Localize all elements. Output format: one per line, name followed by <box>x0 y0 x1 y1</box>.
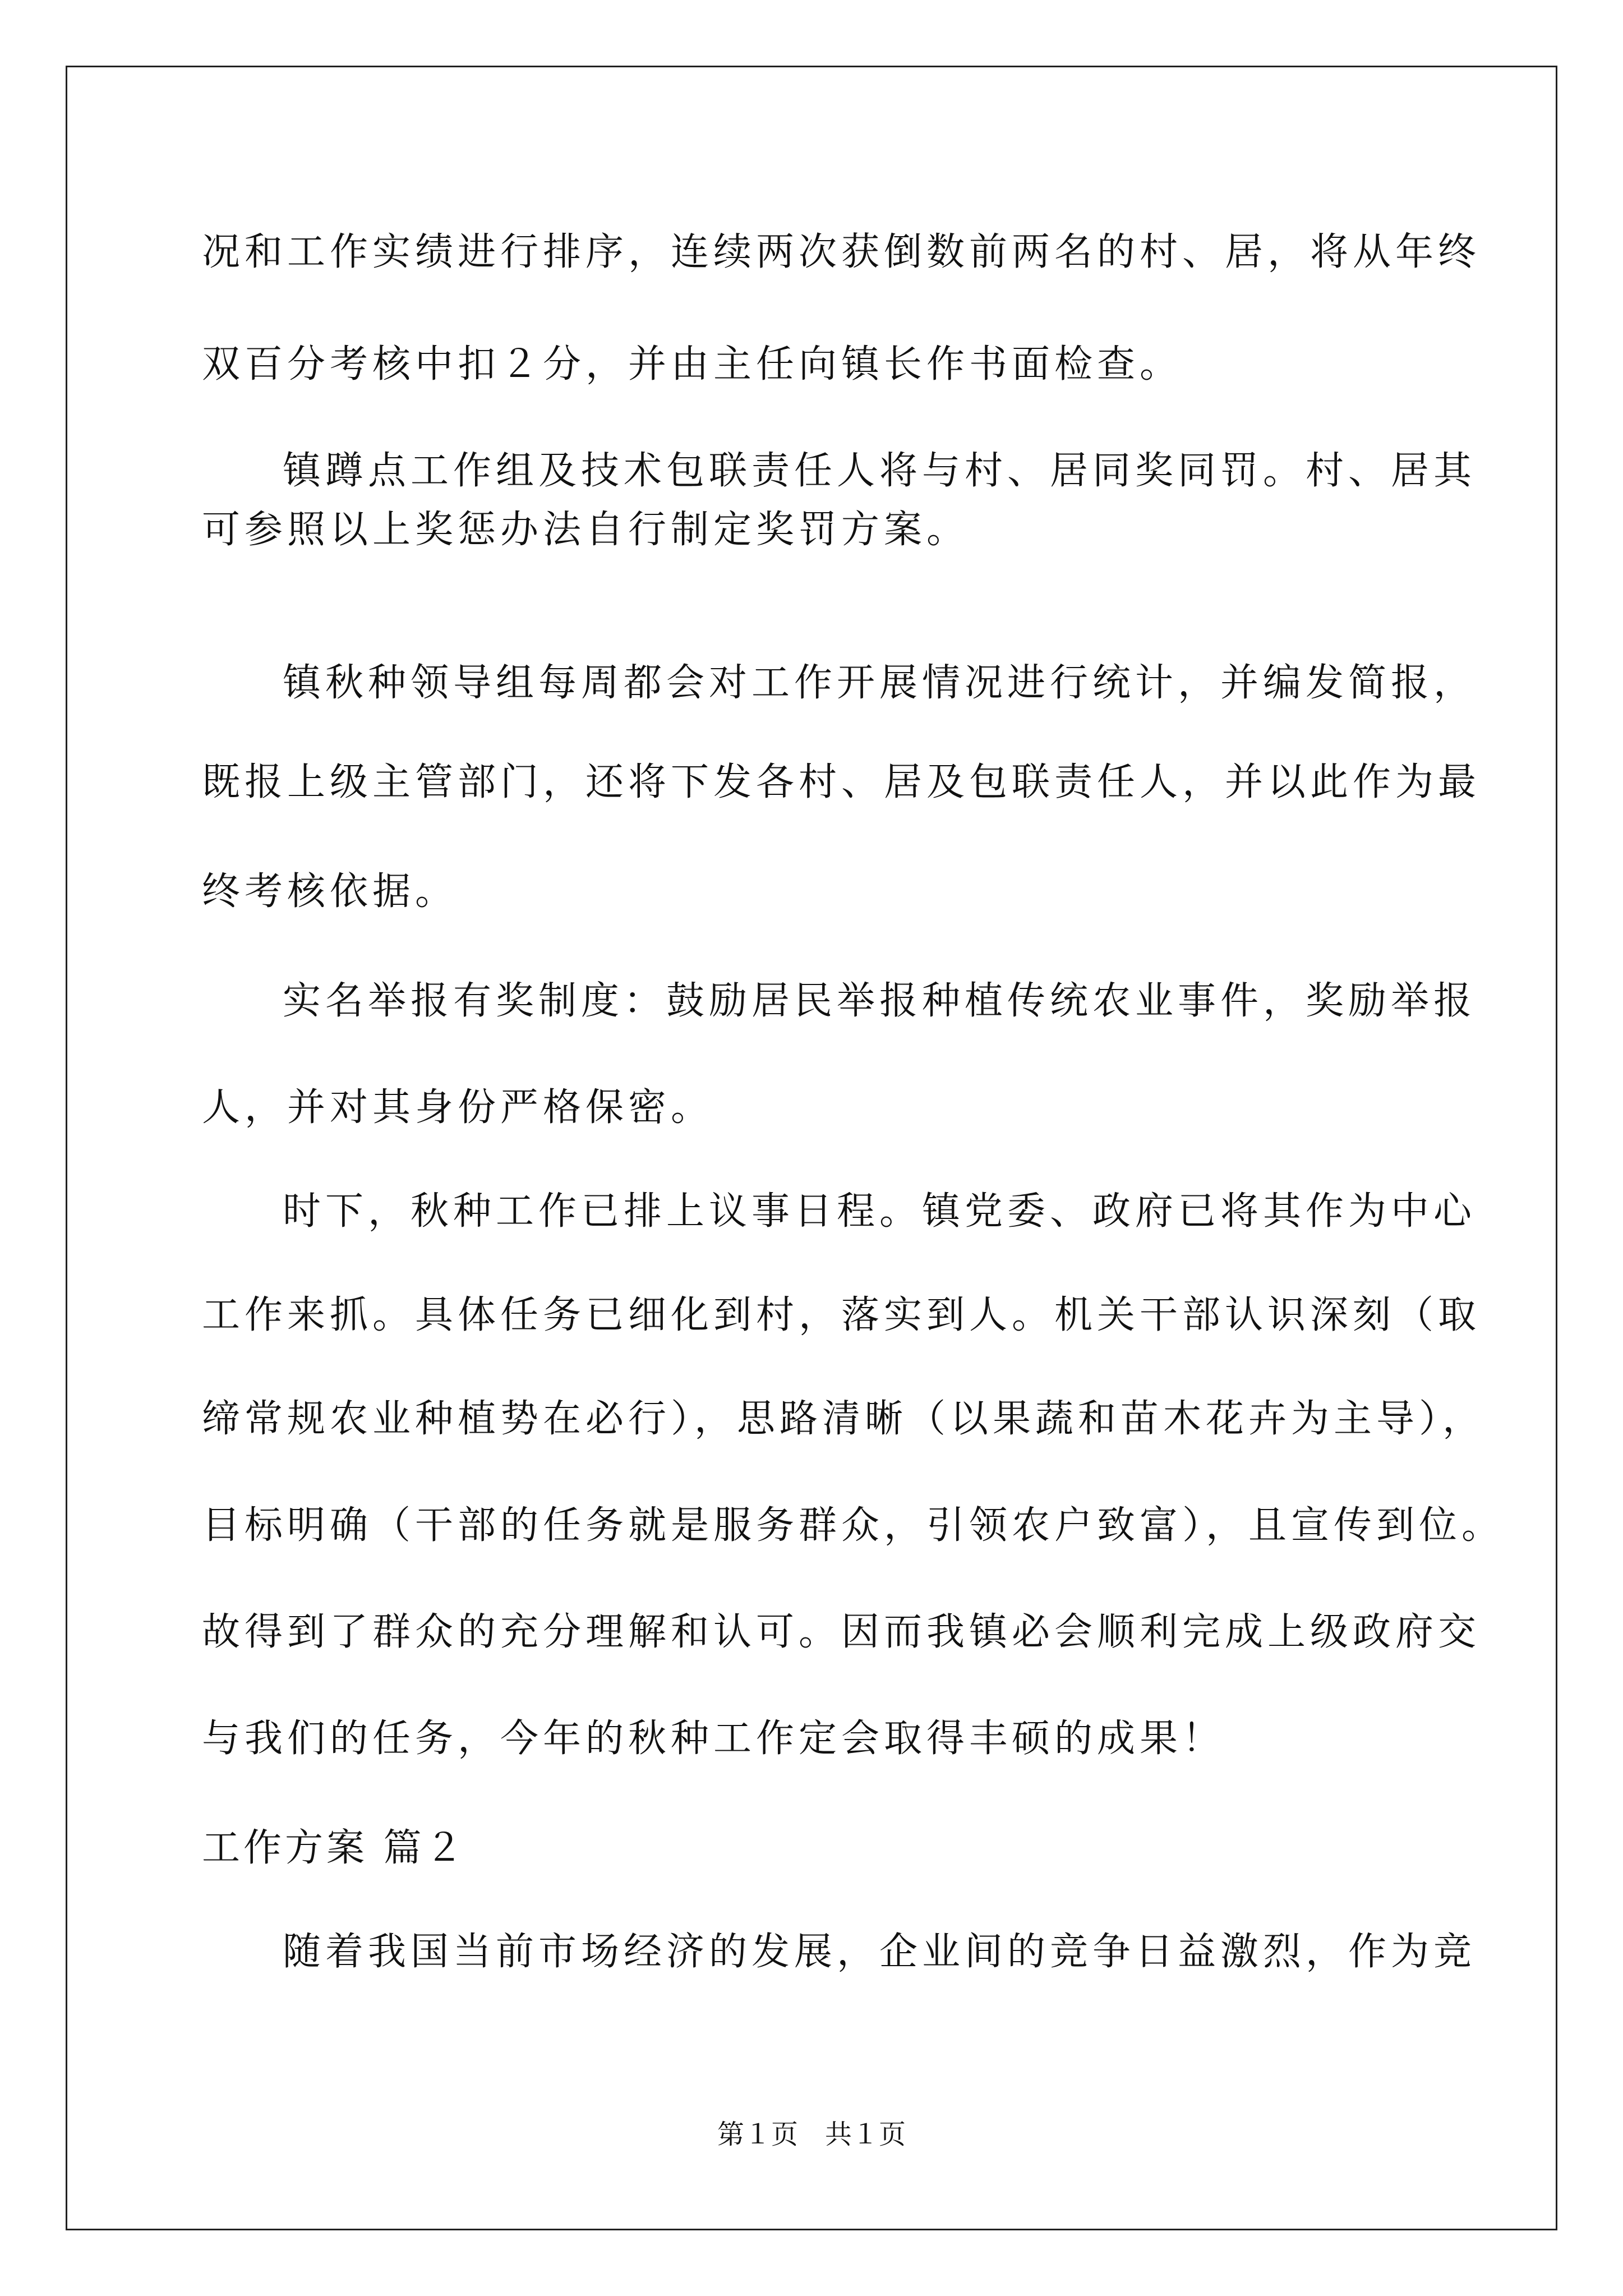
text-line: 可参照以上奖惩办法自行制定奖罚方案。 <box>202 508 970 552</box>
text-line: 况和工作实绩进行排序，连续两次获倒数前两名的村、居，将从年终 <box>202 230 1481 274</box>
paragraph-start: 随着我国当前市场经济的发展，企业间的竞争日益激烈，作为竞 <box>283 1930 1477 1974</box>
text-line: 双百分考核中扣２分，并由主任向镇长作书面检查。 <box>202 342 1183 386</box>
paragraph-start: 时下，秋种工作已排上议事日程。镇党委、政府已将其作为中心 <box>283 1189 1477 1234</box>
text-line: 既报上级主管部门，还将下发各村、居及包联责任人，并以此作为最 <box>202 760 1481 804</box>
text-line: 缔常规农业种植势在必行），思路清晰（以果蔬和苗木花卉为主导）， <box>202 1397 1486 1441</box>
page-footer: 第１页 共１页 <box>717 2119 906 2150</box>
text-line: 与我们的任务，今年的秋种工作定会取得丰硕的成果！ <box>202 1717 1225 1761</box>
text-line: 工作来抓。具体任务已细化到村，落实到人。机关干部认识深刻（取 <box>202 1293 1481 1337</box>
paragraph-start: 实名举报有奖制度：鼓励居民举报种植传统农业事件，奖励举报 <box>283 979 1477 1023</box>
paragraph-start: 镇蹲点工作组及技术包联责任人将与村、居同奖同罚。村、居其 <box>283 449 1477 493</box>
page-border <box>66 66 1557 2230</box>
text-line: 目标明确（干部的任务就是服务群众，引领农户致富），且宣传到位。 <box>202 1503 1505 1548</box>
text-line: 终考核依据。 <box>202 869 458 914</box>
text-line: 故得到了群众的充分理解和认可。因而我镇必会顺利完成上级政府交 <box>202 1610 1481 1654</box>
section-heading: 工作方案 篇２ <box>202 1826 467 1870</box>
text-line: 人，并对其身份严格保密。 <box>202 1085 714 1130</box>
paragraph-start: 镇秋种领导组每周都会对工作开展情况进行统计，并编发简报， <box>283 661 1477 705</box>
